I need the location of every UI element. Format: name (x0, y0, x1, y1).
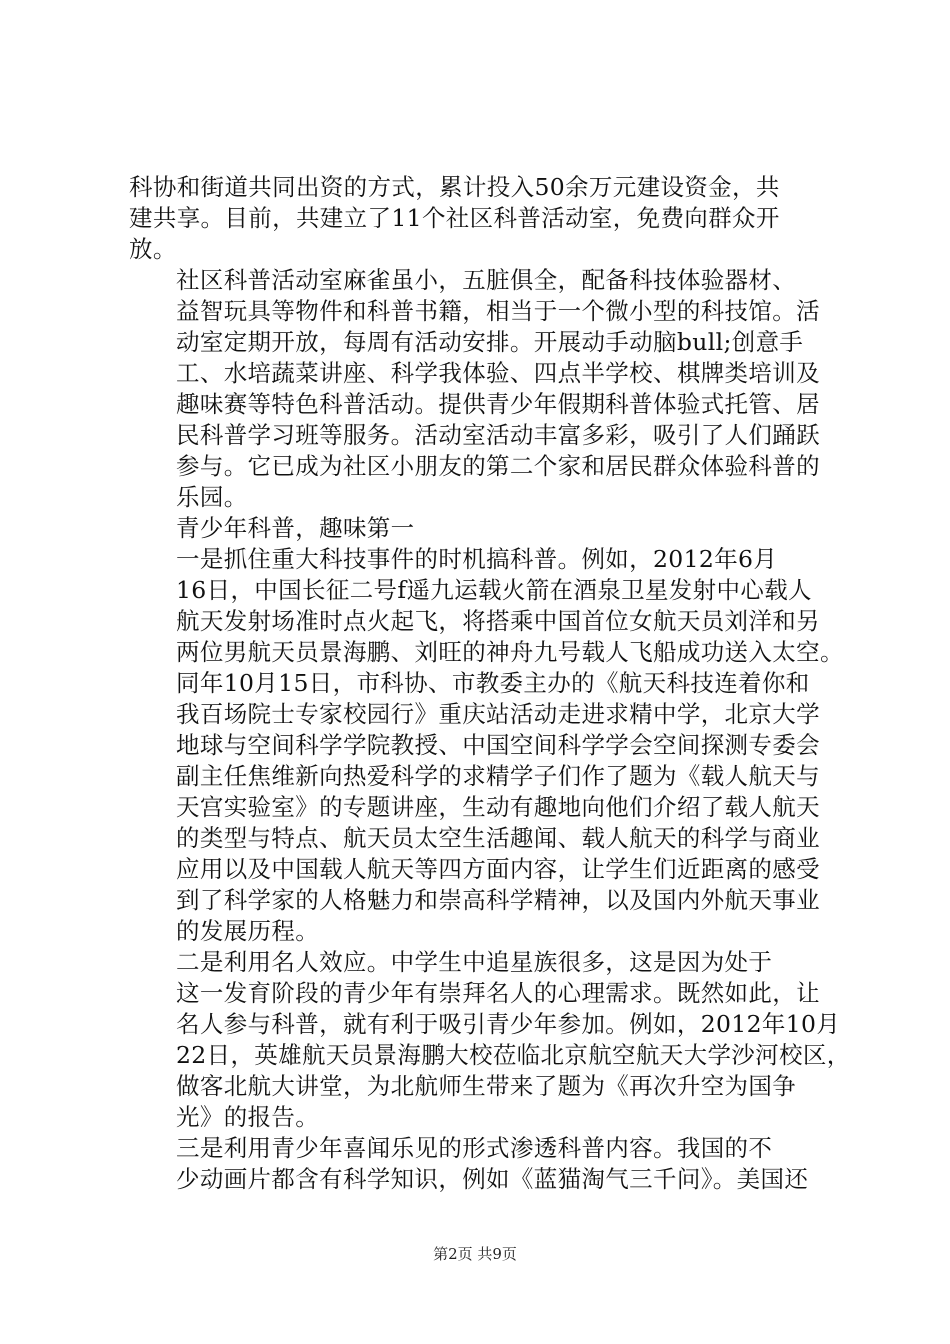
page-footer: 第2页 共9页 (433, 1245, 517, 1263)
text-line: 做客北航大讲堂，为北航师生带来了题为《再次升空为国争 (176, 1072, 797, 1100)
text-line: 一是抓住重大科技事件的时机搞科普。例如，2012年6月 (176, 545, 778, 573)
text-line: 16日，中国长征二号f遥九运载火箭在酒泉卫星发射中心载人 (176, 576, 812, 604)
text-line: 建共享。目前，共建立了11个社区科普活动室，免费向群众开 (129, 204, 780, 232)
paragraph (129, 172, 829, 265)
text-line: 到了科学家的人格魅力和崇高科学精神，以及国内外航天事业 (176, 886, 820, 914)
text-line: 益智玩具等物件和科普书籍，相当于一个微小型的科技馆。活 (176, 297, 820, 325)
text-line: 趣味赛等特色科普活动。提供青少年假期科普体验式托管、居 (176, 390, 820, 418)
text-line: 工、水培蔬菜讲座、科学我体验、四点半学校、棋牌类培训及 (176, 359, 820, 387)
text-line: 名人参与科普，就有利于吸引青少年参加。例如，2012年10月 (176, 1010, 841, 1038)
text-line: 应用以及中国载人航天等四方面内容，让学生们近距离的感受 (176, 855, 820, 883)
text-line: 的发展历程。 (176, 917, 320, 945)
paragraph (129, 265, 829, 513)
text-line: 科协和街道共同出资的方式，累计投入50余万元建设资金，共 (129, 173, 780, 201)
text-line: 同年10月15日，市科协、市教委主办的《航天科技连着你和 (176, 669, 810, 697)
paragraph (129, 513, 829, 544)
paragraph (129, 947, 851, 1133)
text-line: 航天发射场准时点火起飞，将搭乘中国首位女航天员刘洋和另 (176, 607, 820, 635)
text-line: 青少年科普，趣味第一 (176, 514, 415, 542)
text-line: 这一发育阶段的青少年有崇拜名人的心理需求。既然如此，让 (176, 979, 820, 1007)
text-line: 地球与空间科学学院教授、中国空间科学学会空间探测专委会 (176, 731, 820, 759)
paragraph (129, 1133, 829, 1195)
text-line: 动室定期开放，每周有活动安排。开展动手动脑bull;创意手 (176, 328, 804, 356)
text-line: 二是利用名人效应。中学生中追星族很多，这是因为处于 (176, 948, 773, 976)
text-line: 民科普学习班等服务。活动室活动丰富多彩，吸引了人们踊跃 (176, 421, 820, 449)
text-line: 光》的报告。 (176, 1103, 320, 1131)
text-line: 副主任焦维新向热爱科学的求精学子们作了题为《载人航天与 (176, 762, 820, 790)
text-line: 天宫实验室》的专题讲座，生动有趣地向他们介绍了载人航天 (176, 793, 820, 821)
text-line: 两位男航天员景海鹏、刘旺的神舟九号载人飞船成功送入太空。 (176, 638, 844, 666)
text-line: 乐园。 (176, 483, 248, 511)
text-line: 放。 (129, 235, 177, 263)
text-line: 参与。它已成为社区小朋友的第二个家和居民群众体验科普的 (176, 452, 820, 480)
text-line: 我百场院士专家校园行》重庆站活动走进求精中学，北京大学 (176, 700, 820, 728)
text-line: 22日，英雄航天员景海鹏大校莅临北京航空航天大学沙河校区， (176, 1041, 851, 1069)
document-body (129, 172, 851, 1195)
text-line: 三是利用青少年喜闻乐见的形式渗透科普内容。我国的不 (176, 1134, 773, 1162)
paragraph (129, 544, 844, 947)
text-line: 的类型与特点、航天员太空生活趣闻、载人航天的科学与商业 (176, 824, 820, 852)
text-line: 社区科普活动室麻雀虽小，五脏俱全，配备科技体验器材、 (176, 266, 797, 294)
text-line: 少动画片都含有科学知识，例如《蓝猫淘气三千问》。美国还 (176, 1165, 809, 1193)
